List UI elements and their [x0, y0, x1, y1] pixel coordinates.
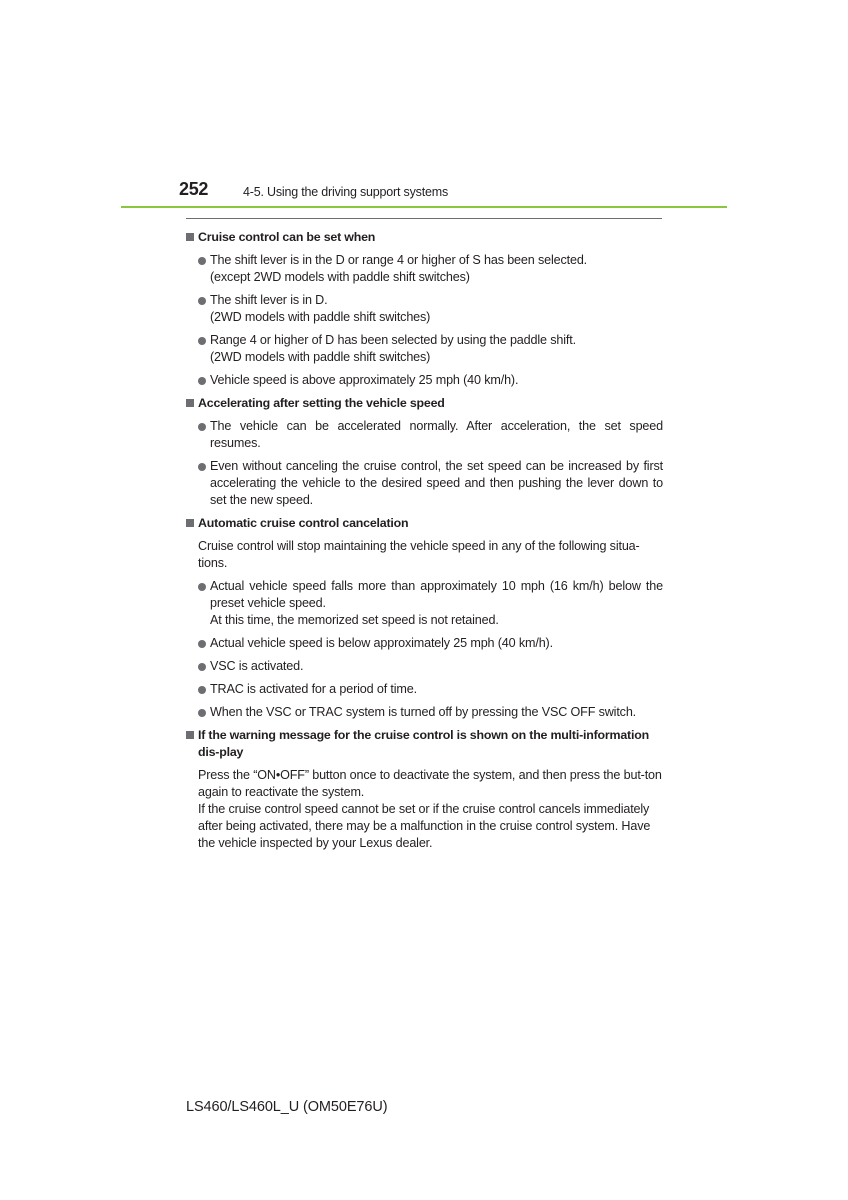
list-item-text: The shift lever is in the D or range 4 or higher of S has been selected. — [210, 252, 588, 267]
list-item-text: Actual vehicle speed is below approximately 25 mph (40 km/h). — [210, 636, 553, 651]
circle-bullet-icon — [198, 663, 206, 671]
section-heading — [186, 515, 663, 532]
section-accelerating — [186, 395, 663, 509]
footer-model-code: LS460/LS460L_U (OM50E76U) — [186, 1099, 388, 1115]
section-heading-text: Cruise control can be set when — [198, 230, 376, 244]
list-item-text: Range 4 or higher of D has been selected by using the paddle shift. — [210, 332, 576, 347]
list-item-text: Even without canceling the cruise control, the set speed can be increased by first accelerating the vehicle to the desired speed and then pushing the lever down to set the new speed. — [210, 458, 663, 508]
section-heading-text: Automatic cruise control cancelation — [198, 515, 409, 530]
list-item — [186, 292, 663, 326]
paragraph: If the cruise control speed cannot be set or if the cruise control cancels immediately after being activated, there may be a malfunction in the cruise control system. Have the vehicle inspected by your Lexus dealer. — [198, 801, 651, 851]
list-item-note: (2WD models with paddle shift switches) — [210, 310, 431, 324]
list-item — [186, 635, 663, 652]
circle-bullet-icon — [198, 463, 206, 471]
circle-bullet-icon — [198, 686, 206, 694]
circle-bullet-icon — [198, 297, 206, 305]
square-bullet-icon — [186, 519, 194, 527]
circle-bullet-icon — [198, 377, 206, 385]
list-item-text: VSC is activated. — [210, 658, 304, 673]
list-item — [186, 252, 663, 286]
section-intro-text: Cruise control will stop maintaining the vehicle speed in any of the following situa-tions. — [198, 538, 640, 570]
page-number: 252 — [179, 179, 209, 199]
paragraph: Press the “ON•OFF” button once to deactivate the system, and then press the but-ton again to reactivate the system. — [198, 767, 662, 799]
list-item-text: The vehicle can be accelerated normally. After acceleration, the set speed resumes. — [210, 418, 663, 450]
list-item-note: (except 2WD models with paddle shift switches) — [210, 269, 470, 284]
list-item — [186, 658, 663, 675]
section-body — [186, 767, 663, 853]
list-item-text: The shift lever is in D. — [210, 292, 328, 307]
circle-bullet-icon — [198, 640, 206, 648]
section-heading — [186, 229, 663, 246]
list-item — [186, 458, 663, 510]
chapter-title: 4-5. Using the driving support systems — [243, 185, 448, 199]
section-intro — [186, 538, 663, 572]
list-item — [186, 332, 663, 366]
section-automatic-cancelation — [186, 515, 663, 721]
section-heading — [186, 727, 663, 761]
list-item — [186, 578, 663, 630]
header-gray-rule — [186, 218, 662, 219]
list-item — [186, 704, 663, 721]
square-bullet-icon — [186, 731, 194, 739]
section-heading — [186, 395, 663, 412]
list-item-text: TRAC is activated for a period of time. — [210, 681, 417, 696]
list-item-note: At this time, the memorized set speed is not retained. — [210, 613, 499, 628]
section-cruise-set-conditions — [186, 229, 663, 389]
square-bullet-icon — [186, 399, 194, 407]
list-item-text: Actual vehicle speed falls more than approximately 10 mph (16 km/h) below the preset vehicle speed. — [210, 578, 663, 610]
section-heading-text: Accelerating after setting the vehicle speed — [198, 395, 445, 410]
list-item — [186, 681, 663, 698]
circle-bullet-icon — [198, 337, 206, 345]
page-content — [186, 229, 663, 858]
circle-bullet-icon — [198, 257, 206, 265]
header-green-rule — [121, 206, 727, 208]
list-item-text: When the VSC or TRAC system is turned off by pressing the VSC OFF switch. — [210, 704, 637, 719]
list-item-note: (2WD models with paddle shift switches) — [210, 350, 431, 365]
list-item-text: Vehicle speed is above approximately 25 mph (40 km/h). — [210, 372, 519, 387]
list-item — [186, 418, 663, 452]
circle-bullet-icon — [198, 709, 206, 717]
circle-bullet-icon — [198, 423, 206, 431]
section-warning-message — [186, 727, 663, 853]
list-item — [186, 372, 663, 389]
circle-bullet-icon — [198, 583, 206, 591]
section-heading-text: If the warning message for the cruise control is shown on the multi-information dis-play — [198, 727, 649, 759]
square-bullet-icon — [186, 233, 194, 241]
